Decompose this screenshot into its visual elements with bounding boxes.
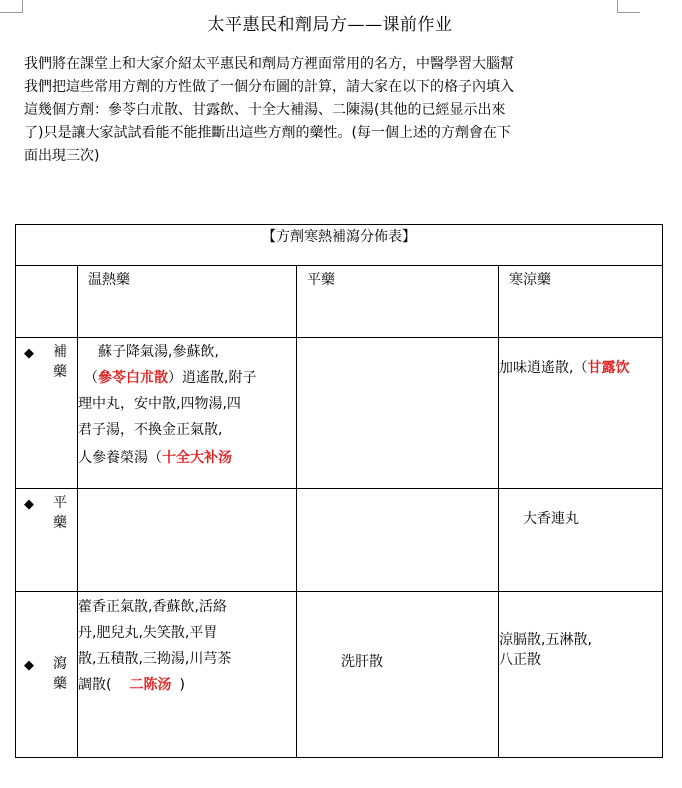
row-label-tonify: 補 藥 [53,344,67,380]
table-row-purge [16,592,663,758]
intro-line: 我們將在課堂上和大家介紹太平惠民和劑局方裡面常用的名方，中醫學習大腦幫 [24,56,514,72]
row-header-tonify [16,338,78,489]
diamond-bullet-icon: ◆ [24,497,34,512]
intro-line: 這幾個方劑：參苓白朮散、甘露飲、十全大補湯、二陳湯(其他的已經显示出來 [24,102,506,118]
intro-paragraph [24,53,644,168]
row-label-neutral: 平 藥 [53,495,67,531]
page-corner-mark-right [617,0,640,13]
cell-tonify-warm: 蘇子降氣湯,參蘇飲, （參苓白朮散）逍遙散,附子 理中丸，安中散,四物湯,四 君子湯，不換金正氣散, 人參養榮湯（十全大补汤 [78,338,297,489]
row-header-purge [16,592,78,758]
table-header-row [16,266,663,338]
answer-text: 二陈汤 [129,677,172,693]
diamond-bullet-icon: ◆ [24,658,34,673]
cell-tonify-neutral [297,338,499,489]
column-header-warm: 温熱藥 [78,266,297,338]
cell-purge-cold: 涼膈散,五淋散, 八正散 [499,592,663,758]
table-caption: 【方劑寒熱補瀉分佈表】 [262,229,416,245]
intro-line: 了)只是讓大家試試看能不能推斷出這些方劑的藥性。(每一個上述的方劑會在下 [24,125,511,141]
intro-line: 面出現三次) [24,148,100,164]
row-label-purge: 瀉 藥 [53,656,67,692]
answer-text: 甘露饮 [587,360,630,376]
cell-purge-warm: 藿香正氣散,香蘇飲,活絡 丹,肥兒丸,失笑散,平胃 散,五積散,三拗湯,川芎茶 調散( 二陈汤 ) [78,592,297,758]
answer-text: 參苓白朮散 [98,370,168,386]
table-caption-row [16,225,663,266]
intro-line: 我們把這些常用方劑的方性做了一個分布圖的計算，請大家在以下的格子內填入 [24,79,514,95]
column-header-cold: 寒涼藥 [499,266,663,338]
header-corner-cell [16,266,78,338]
formula-distribution-table [15,224,663,758]
cell-neutral-warm [78,489,297,592]
answer-text: 十全大补汤 [162,450,232,466]
cell-purge-neutral: 洗肝散 [297,592,499,758]
row-header-neutral [16,489,78,592]
diamond-bullet-icon: ◆ [24,346,34,361]
column-header-neutral: 平藥 [297,266,499,338]
table-row-neutral [16,489,663,592]
page-corner-mark-left [0,0,23,13]
cell-tonify-cold: 加味逍遙散,（甘露饮 [499,338,663,489]
page-title: 太平惠民和劑局方——课前作业 [207,15,453,35]
table-row-tonify [16,338,663,489]
cell-neutral-cold: 大香連丸 [499,489,663,592]
cell-neutral-neutral [297,489,499,592]
table-caption-cell [16,225,663,266]
